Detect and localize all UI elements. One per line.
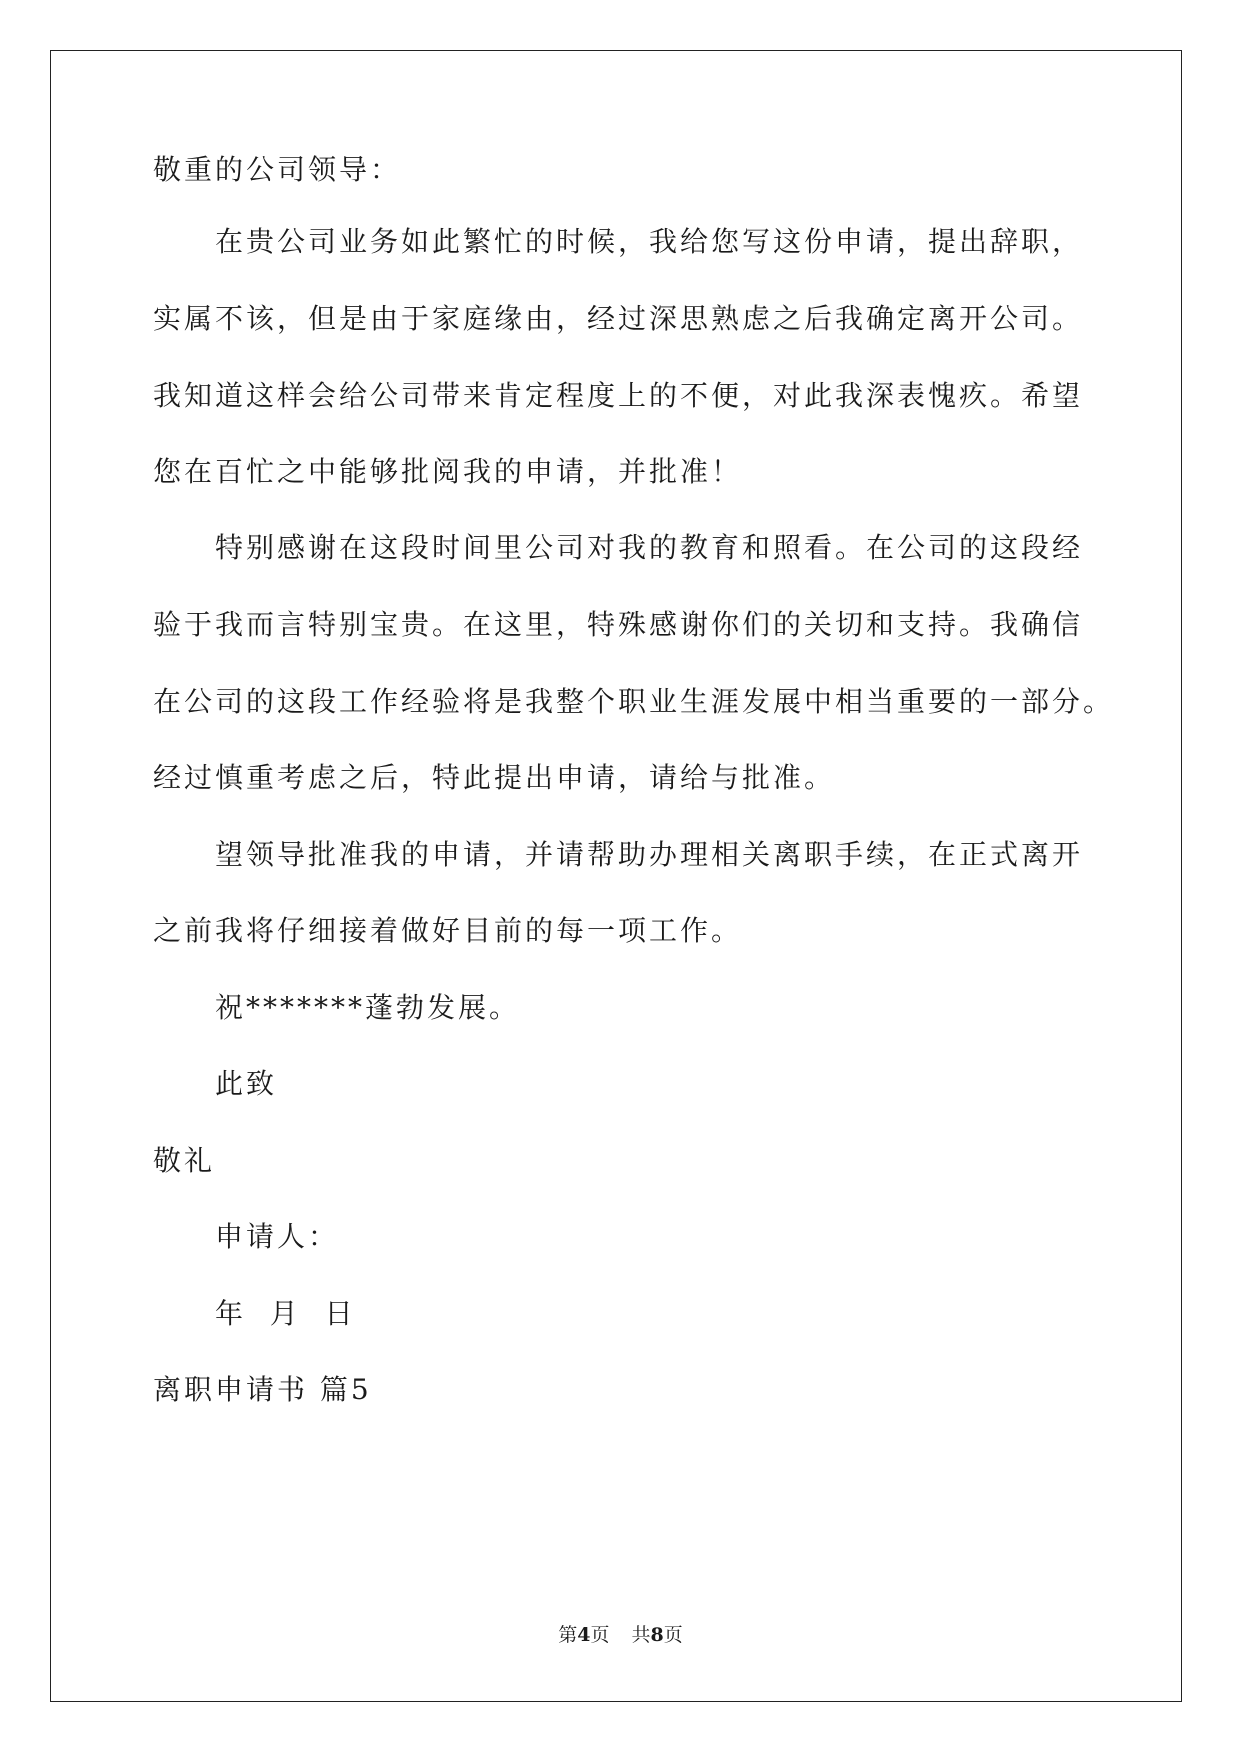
letter-salutation: 敬重的公司领导：	[153, 153, 402, 186]
footer-page-suffix: 页	[590, 1624, 610, 1646]
paragraph-1-line-1: 在贵公司业务如此繁忙的时候，我给您写这份申请，提出辞职，	[215, 225, 1084, 258]
letter-closing-1: 此致	[215, 1067, 278, 1100]
footer-total-prefix: 共	[631, 1624, 651, 1646]
footer-total-suffix: 页	[663, 1624, 683, 1646]
paragraph-2-line-3: 在公司的这段工作经验将是我整个职业生涯发展中相当重要的一部分。	[153, 685, 1115, 718]
paragraph-3-line-2: 之前我将仔细接着做好目前的每一项工作。	[153, 914, 743, 947]
paragraph-2-line-2: 验于我而言特别宝贵。在这里，特殊感谢你们的关切和支持。我确信	[153, 608, 1084, 641]
paragraph-1-line-2: 实属不该，但是由于家庭缘由，经过深思熟虑之后我确定离开公司。	[153, 302, 1084, 335]
page-border	[50, 50, 1182, 1702]
paragraph-2-line-1: 特别感谢在这段时间里公司对我的教育和照看。在公司的这段经	[215, 531, 1084, 564]
next-section-heading: 离职申请书 篇5	[153, 1373, 372, 1406]
footer-page-current: 4	[577, 1624, 591, 1646]
letter-closing-2: 敬礼	[153, 1144, 216, 1177]
paragraph-2-line-4: 经过慎重考虑之后，特此提出申请，请给与批准。	[153, 761, 836, 794]
letter-date: 年 月 日	[215, 1297, 356, 1330]
letter-wish: 祝*******蓬勃发展。	[215, 991, 521, 1024]
footer-page-total: 8	[650, 1624, 664, 1646]
paragraph-3-line-1: 望领导批准我的申请，并请帮助办理相关离职手续，在正式离开	[215, 838, 1084, 871]
letter-applicant: 申请人：	[215, 1220, 340, 1253]
paragraph-1-line-4: 您在百忙之中能够批阅我的申请，并批准！	[153, 455, 743, 488]
paragraph-1-line-3: 我知道这样会给公司带来肯定程度上的不便，对此我深表愧疚。希望	[153, 379, 1084, 412]
footer-page-prefix: 第	[558, 1624, 578, 1646]
page-footer	[0, 1622, 1241, 1648]
